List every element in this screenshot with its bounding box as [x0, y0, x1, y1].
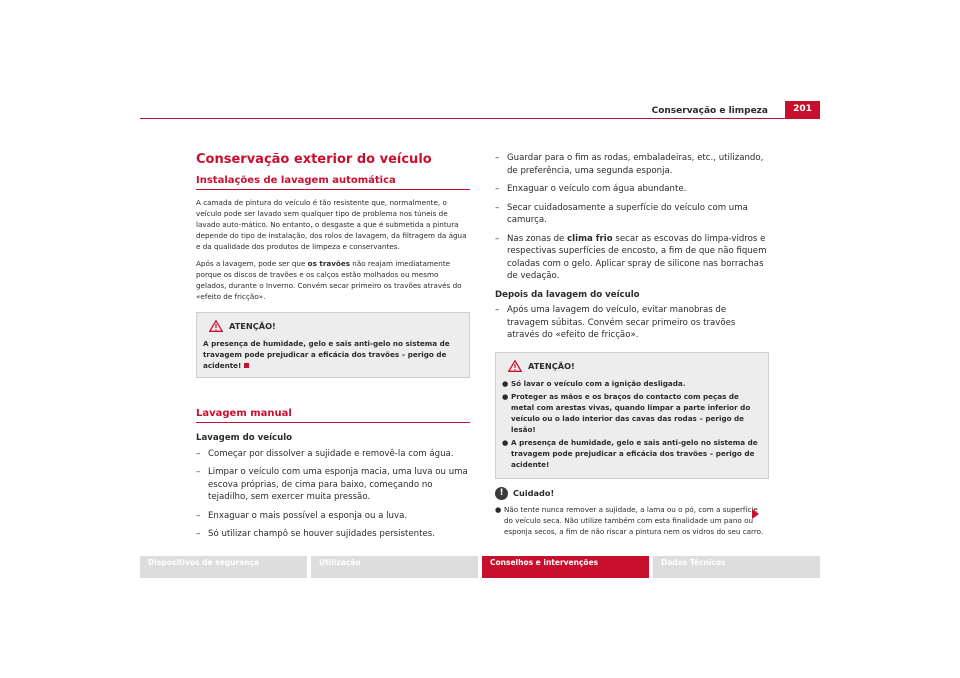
step-text: Guardar para o fim as rodas, embaladeiras, etc., utilizando, de preferência, uma segunda esponja. [507, 153, 764, 176]
step-item [495, 233, 769, 283]
step-item [495, 304, 769, 342]
step-item [196, 510, 470, 523]
warning-bullet [502, 437, 762, 470]
header-section-title: Conservação e limpeza [651, 106, 768, 116]
left-column [196, 152, 470, 547]
paragraph-brakes [196, 258, 470, 302]
dash-marker: – [495, 153, 500, 163]
step-text: Só utilizar champô se houver sujidades persistentes. [208, 529, 435, 539]
step-text: Nas zonas de [507, 233, 568, 244]
section-heading-manual-wash: Lavagem manual [196, 408, 470, 423]
warning-bullet [502, 378, 762, 389]
bullet-marker: ● [502, 391, 509, 401]
bullet-marker: ● [495, 504, 502, 514]
section-heading-automatic-wash: Instalações de lavagem automática [196, 175, 470, 190]
caution-title [495, 487, 769, 500]
nav-tab-safety[interactable]: Dispositivos de segurança [140, 556, 307, 578]
step-item [495, 183, 769, 196]
step-text: Começar por dissolver a sujidade e removê-la com água. [208, 448, 454, 459]
right-column [495, 152, 769, 539]
warning-bullet [502, 391, 762, 435]
warning-triangle-icon [209, 320, 223, 332]
warning-triangle-icon [508, 360, 522, 372]
paragraph-brakes-bold: os travões [307, 259, 350, 268]
warning-box-wash [495, 352, 769, 479]
paragraph-brakes-text: Após a lavagem, pode ser que [196, 259, 308, 268]
bullet-marker: ● [502, 437, 509, 447]
page-number: 201 [785, 101, 820, 118]
step-item [196, 448, 470, 461]
dash-marker: – [196, 467, 201, 477]
bullet-marker: ● [502, 378, 509, 388]
subheading-vehicle-wash: Lavagem do veículo [196, 433, 293, 443]
step-item [196, 528, 470, 541]
paragraph-paint: A camada de pintura do veículo é tão resistente que, normalmente, o veículo pode ser lavado sem qualquer tipo de problema nos túneis de lavado auto-mático. No entanto, o desgaste a que é submetida a pintura depende do tipo de instalação, dos rolos de lavagem, da filtragem da água e da qualidade dos produtos de limpeza e conservantes. [196, 198, 467, 251]
page-title: Conservação exterior do veículo [196, 152, 432, 167]
warning-bullet-text: Só lavar o veículo com a ignição desligada. [511, 378, 686, 388]
caution-text: Não tente nunca remover a sujidade, a lama ou o pó, com a superfície do veículo seca. Não utilize também com esta finalidade um pano ou esponja secos, a fim de não riscar a pintura nem os vidros do seu carro. [504, 504, 764, 536]
warning-title [508, 360, 762, 372]
warning-bullet-text: Proteger as mãos e os braços do contacto com peças de metal com arestas vivas, quando limpar a parte inferior do veículo ou o lado interior das cavas das rodas – perigo de lesão! [511, 391, 751, 434]
nav-tab-advice[interactable]: Conselhos e intervenções [482, 556, 649, 578]
warning-bullet-text: A presença de humidade, gelo e sais anti-gelo no sistema de travagem pode prejudicar a eficácia dos travões – perigo de acidente! [511, 437, 758, 469]
header-divider [140, 118, 820, 119]
step-text: Limpar o veículo com uma esponja macia, uma luva ou uma escova próprias, de cima para baixo, começando no tejadilho, sem exercer muita pressão. [208, 467, 468, 502]
nav-tab-technical-data[interactable]: Dados Técnicos [653, 556, 820, 578]
step-text-end: secar as escovas do limpa-vidros e respectivas superfícies de encosto, a fim de que não fiquem coladas com o gelo. Aplicar spray de silicone nas borrachas de vedação. [507, 233, 767, 281]
warning-title [209, 320, 463, 332]
warning-text [203, 338, 463, 371]
dash-marker: – [196, 510, 201, 521]
step-text: Após uma lavagem do veículo, evitar manobras de travagem súbitas. Convém secar primeiro os travões através do «efeito de fricção». [507, 305, 736, 340]
dash-marker: – [196, 529, 201, 539]
step-text: Secar cuidadosamente a superfície do veículo com uma camurça. [507, 202, 748, 225]
dash-marker: – [495, 305, 500, 315]
warning-text-body: A presença de humidade, gelo e sais anti-gelo no sistema de travagem pode prejudicar a eficácia dos travões – perigo de acidente! [203, 339, 450, 370]
next-page-arrow-icon[interactable] [752, 509, 759, 519]
nav-tab-usage[interactable]: Utilização [311, 556, 478, 578]
warning-title-text: ATENÇÃO! [229, 321, 276, 331]
dash-marker: – [495, 202, 500, 213]
dash-marker: – [196, 448, 201, 459]
step-text: Enxaguar o mais possível a esponja ou a luva. [208, 510, 408, 521]
step-item [196, 466, 470, 504]
paragraph-brakes-text-end: não reajam imediatamente porque os discos de travões e os calços estão molhados ou mesmo gelados, durante o Inverno. Convém secar primeiro os travões através do «efeito de fricção». [196, 259, 462, 301]
dash-marker: – [495, 184, 500, 194]
caution-bullet [495, 504, 769, 537]
subheading-after-wash: Depois da lavagem do veículo [495, 289, 640, 300]
end-marker-icon [244, 363, 249, 368]
step-text-bold: clima frio [567, 233, 613, 244]
step-text: Enxaguar o veículo com água abundante. [507, 184, 687, 194]
step-item [495, 202, 769, 227]
exclamation-circle-icon: ! [495, 487, 508, 500]
warning-title-text: ATENÇÃO! [528, 360, 575, 371]
warning-box-brakes [196, 312, 470, 378]
caution-title-text: Cuidado! [513, 488, 555, 498]
dash-marker: – [495, 233, 500, 244]
step-item [495, 152, 769, 177]
